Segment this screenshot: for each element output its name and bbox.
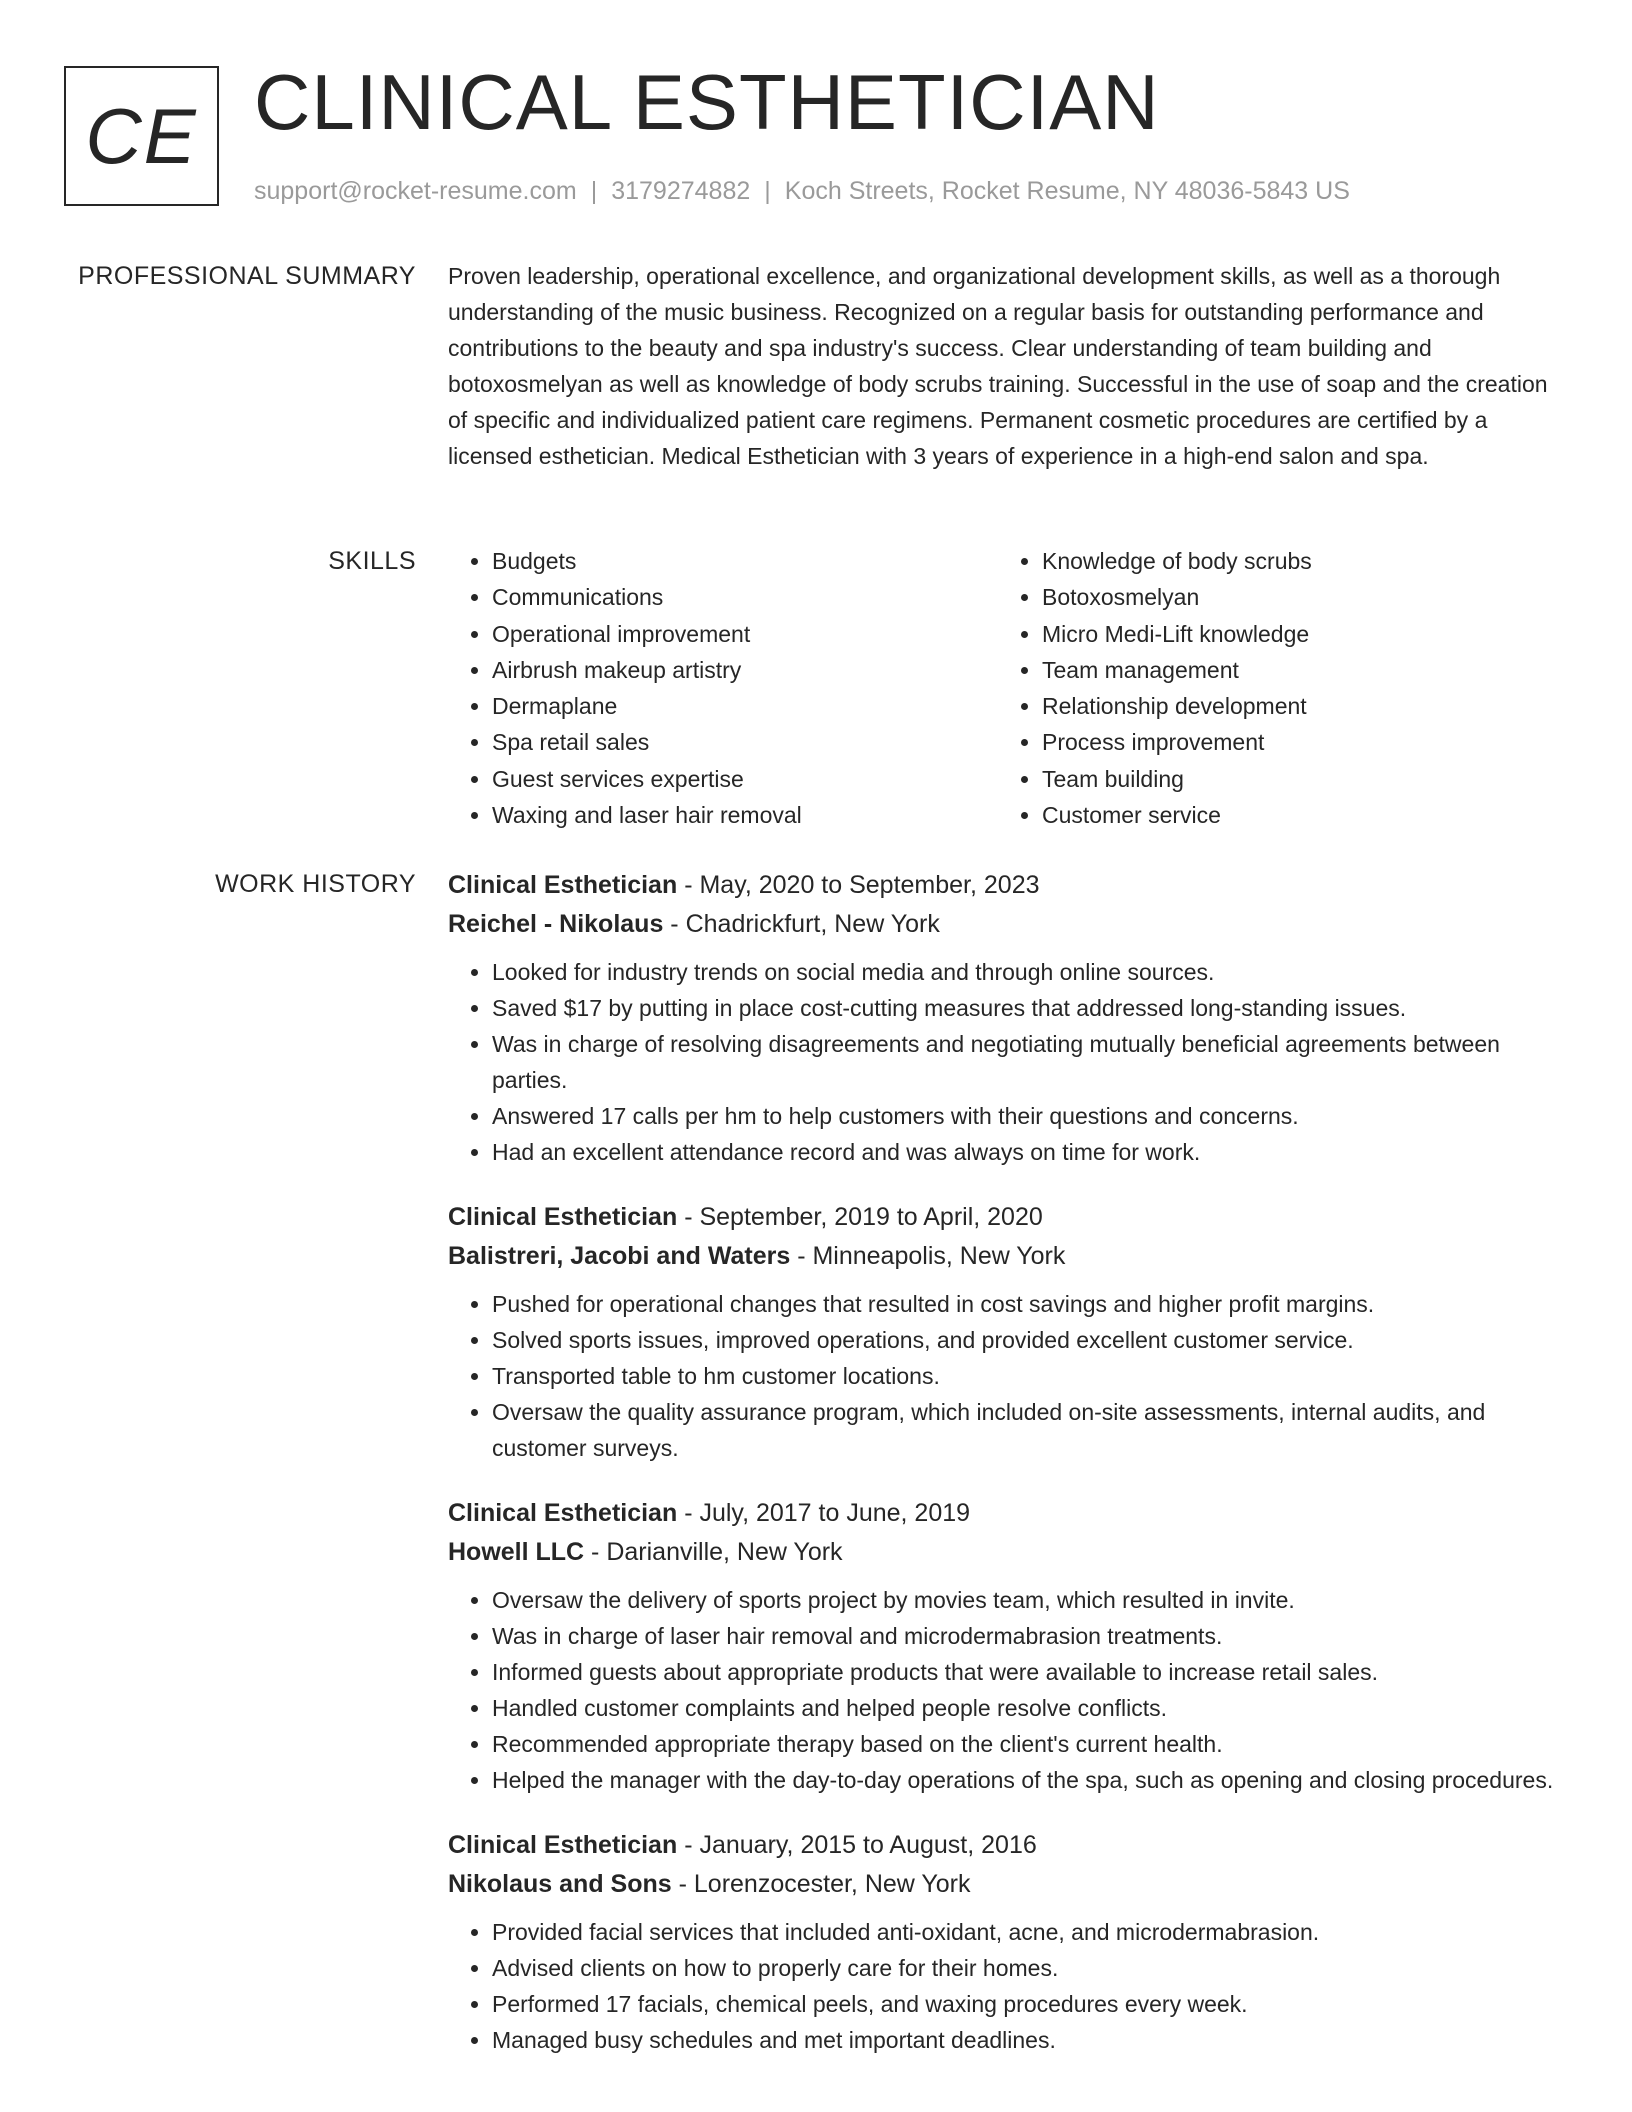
job-bullet: • Oversaw the delivery of sports project by movies team, which resulted in invite. bbox=[492, 1582, 1560, 1618]
work-history-heading: WORK HISTORY bbox=[215, 870, 416, 898]
monogram-initials: CE bbox=[85, 91, 198, 180]
job-location: - Minneapolis, New York bbox=[790, 1242, 1066, 1270]
skill-item: • Team management bbox=[1042, 652, 1548, 688]
skill-item: • Airbrush makeup artistry bbox=[492, 652, 998, 688]
skill-item: • Dermaplane bbox=[492, 688, 998, 724]
job-company-line bbox=[448, 1237, 1560, 1276]
skills-heading: SKILLS bbox=[328, 547, 416, 575]
contact-separator: | bbox=[764, 177, 771, 205]
job-bullet: • Had an excellent attendance record and was always on time for work. bbox=[492, 1134, 1560, 1170]
job-company-line bbox=[448, 1865, 1560, 1904]
skill-item: • Micro Medi-Lift knowledge bbox=[1042, 616, 1548, 652]
job-company: Balistreri, Jacobi and Waters bbox=[448, 1242, 791, 1270]
job-bullet: • Pushed for operational changes that resulted in cost savings and higher profit margins. bbox=[492, 1286, 1560, 1322]
job-title: Clinical Esthetician bbox=[448, 1203, 678, 1231]
skills-list-right bbox=[998, 543, 1548, 833]
job-bullet: • Performed 17 facials, chemical peels, and waxing procedures every week. bbox=[492, 1986, 1560, 2022]
skills-section bbox=[0, 543, 1632, 843]
job-dates: - September, 2019 to April, 2020 bbox=[677, 1203, 1043, 1231]
job-bullet: • Oversaw the quality assurance program, which included on-site assessments, internal audits, and customer surveys. bbox=[492, 1394, 1560, 1466]
job-bullet: • Handled customer complaints and helped people resolve conflicts. bbox=[492, 1690, 1560, 1726]
job-title: Clinical Esthetician bbox=[448, 1499, 678, 1527]
summary-text: Proven leadership, operational excellence, and organizational development skills, as well as a thorough understanding of the music business. Recognized on a regular basis for outstanding performance and contributions to the beauty and spa industry's success. Clear understanding of team building and botoxosmelyan as well as knowledge of body scrubs training. Successful in the use of soap and the creation of specific and individualized patient care regimens. Permanent cosmetic procedures are certified by a licensed esthetician. Medical Esthetician with 3 years of experience in a high-end salon and spa. bbox=[448, 263, 1548, 469]
job-dates: - January, 2015 to August, 2016 bbox=[677, 1831, 1037, 1859]
skill-item: • Guest services expertise bbox=[492, 761, 998, 797]
job-company-line bbox=[448, 1533, 1560, 1572]
resume-name: CLINICAL ESTHETICIAN bbox=[254, 58, 1160, 146]
job-entry bbox=[448, 866, 1560, 1170]
job-location: - Darianville, New York bbox=[584, 1538, 843, 1566]
job-location: - Chadrickfurt, New York bbox=[663, 910, 940, 938]
skill-item: • Waxing and laser hair removal bbox=[492, 797, 998, 833]
work-history-body bbox=[448, 866, 1560, 2086]
skill-item: • Knowledge of body scrubs bbox=[1042, 543, 1548, 579]
monogram-box bbox=[64, 66, 219, 206]
job-bullet: • Looked for industry trends on social media and through online sources. bbox=[492, 954, 1560, 990]
job-title: Clinical Esthetician bbox=[448, 871, 678, 899]
skill-item: • Operational improvement bbox=[492, 616, 998, 652]
job-title-line bbox=[448, 1198, 1560, 1237]
contact-address: Koch Streets, Rocket Resume, NY 48036-5843 US bbox=[784, 177, 1350, 205]
job-bullets bbox=[448, 1582, 1560, 1798]
job-bullets bbox=[448, 1286, 1560, 1466]
job-bullet: • Saved $17 by putting in place cost-cutting measures that addressed long-standing issues. bbox=[492, 990, 1560, 1026]
contact-email: support@rocket-resume.com bbox=[254, 177, 577, 205]
job-bullet: • Managed busy schedules and met important deadlines. bbox=[492, 2022, 1560, 2058]
job-bullet: • Provided facial services that included anti-oxidant, acne, and microdermabrasion. bbox=[492, 1914, 1560, 1950]
job-dates: - July, 2017 to June, 2019 bbox=[677, 1499, 971, 1527]
skills-list-left bbox=[448, 543, 998, 833]
skill-item: • Budgets bbox=[492, 543, 998, 579]
job-dates: - May, 2020 to September, 2023 bbox=[677, 871, 1040, 899]
job-company-line bbox=[448, 905, 1560, 944]
job-entry bbox=[448, 1826, 1560, 2058]
job-bullet: • Solved sports issues, improved operations, and provided excellent customer service. bbox=[492, 1322, 1560, 1358]
contact-separator: | bbox=[590, 177, 598, 205]
job-bullet: • Was in charge of laser hair removal and microdermabrasion treatments. bbox=[492, 1618, 1560, 1654]
job-bullet: • Recommended appropriate therapy based on the client's current health. bbox=[492, 1726, 1560, 1762]
job-location: - Lorenzocester, New York bbox=[671, 1870, 971, 1898]
contact-phone: 3179274882 bbox=[611, 177, 751, 205]
job-company: Howell LLC bbox=[448, 1538, 585, 1566]
job-title-line bbox=[448, 1494, 1560, 1533]
job-entry bbox=[448, 1198, 1560, 1466]
job-bullet: • Answered 17 calls per hm to help customers with their questions and concerns. bbox=[492, 1098, 1560, 1134]
job-title: Clinical Esthetician bbox=[448, 1831, 678, 1859]
skill-item: • Relationship development bbox=[1042, 688, 1548, 724]
job-bullet: • Advised clients on how to properly care for their homes. bbox=[492, 1950, 1560, 1986]
job-bullet: • Transported table to hm customer locations. bbox=[492, 1358, 1560, 1394]
summary-body bbox=[448, 258, 1560, 474]
work-history-section bbox=[0, 866, 1632, 2112]
job-bullets bbox=[448, 1914, 1560, 2058]
contact-line bbox=[254, 174, 1350, 208]
skill-item: • Process improvement bbox=[1042, 724, 1548, 760]
summary-heading: PROFESSIONAL SUMMARY bbox=[78, 262, 416, 290]
skill-item: • Botoxosmelyan bbox=[1042, 579, 1548, 615]
job-bullets bbox=[448, 954, 1560, 1170]
job-bullet: • Informed guests about appropriate products that were available to increase retail sales. bbox=[492, 1654, 1560, 1690]
skill-item: • Customer service bbox=[1042, 797, 1548, 833]
job-bullet: • Helped the manager with the day-to-day operations of the spa, such as opening and closing procedures. bbox=[492, 1762, 1560, 1798]
job-company: Reichel - Nikolaus bbox=[448, 910, 664, 938]
skill-item: • Team building bbox=[1042, 761, 1548, 797]
job-company: Nikolaus and Sons bbox=[448, 1870, 672, 1898]
summary-section bbox=[0, 258, 1632, 508]
skill-item: • Spa retail sales bbox=[492, 724, 998, 760]
skill-item: • Communications bbox=[492, 579, 998, 615]
job-entry bbox=[448, 1494, 1560, 1798]
job-bullet: • Was in charge of resolving disagreements and negotiating mutually beneficial agreements between parties. bbox=[492, 1026, 1560, 1098]
job-title-line bbox=[448, 866, 1560, 905]
skills-body bbox=[448, 543, 1560, 833]
job-title-line bbox=[448, 1826, 1560, 1865]
